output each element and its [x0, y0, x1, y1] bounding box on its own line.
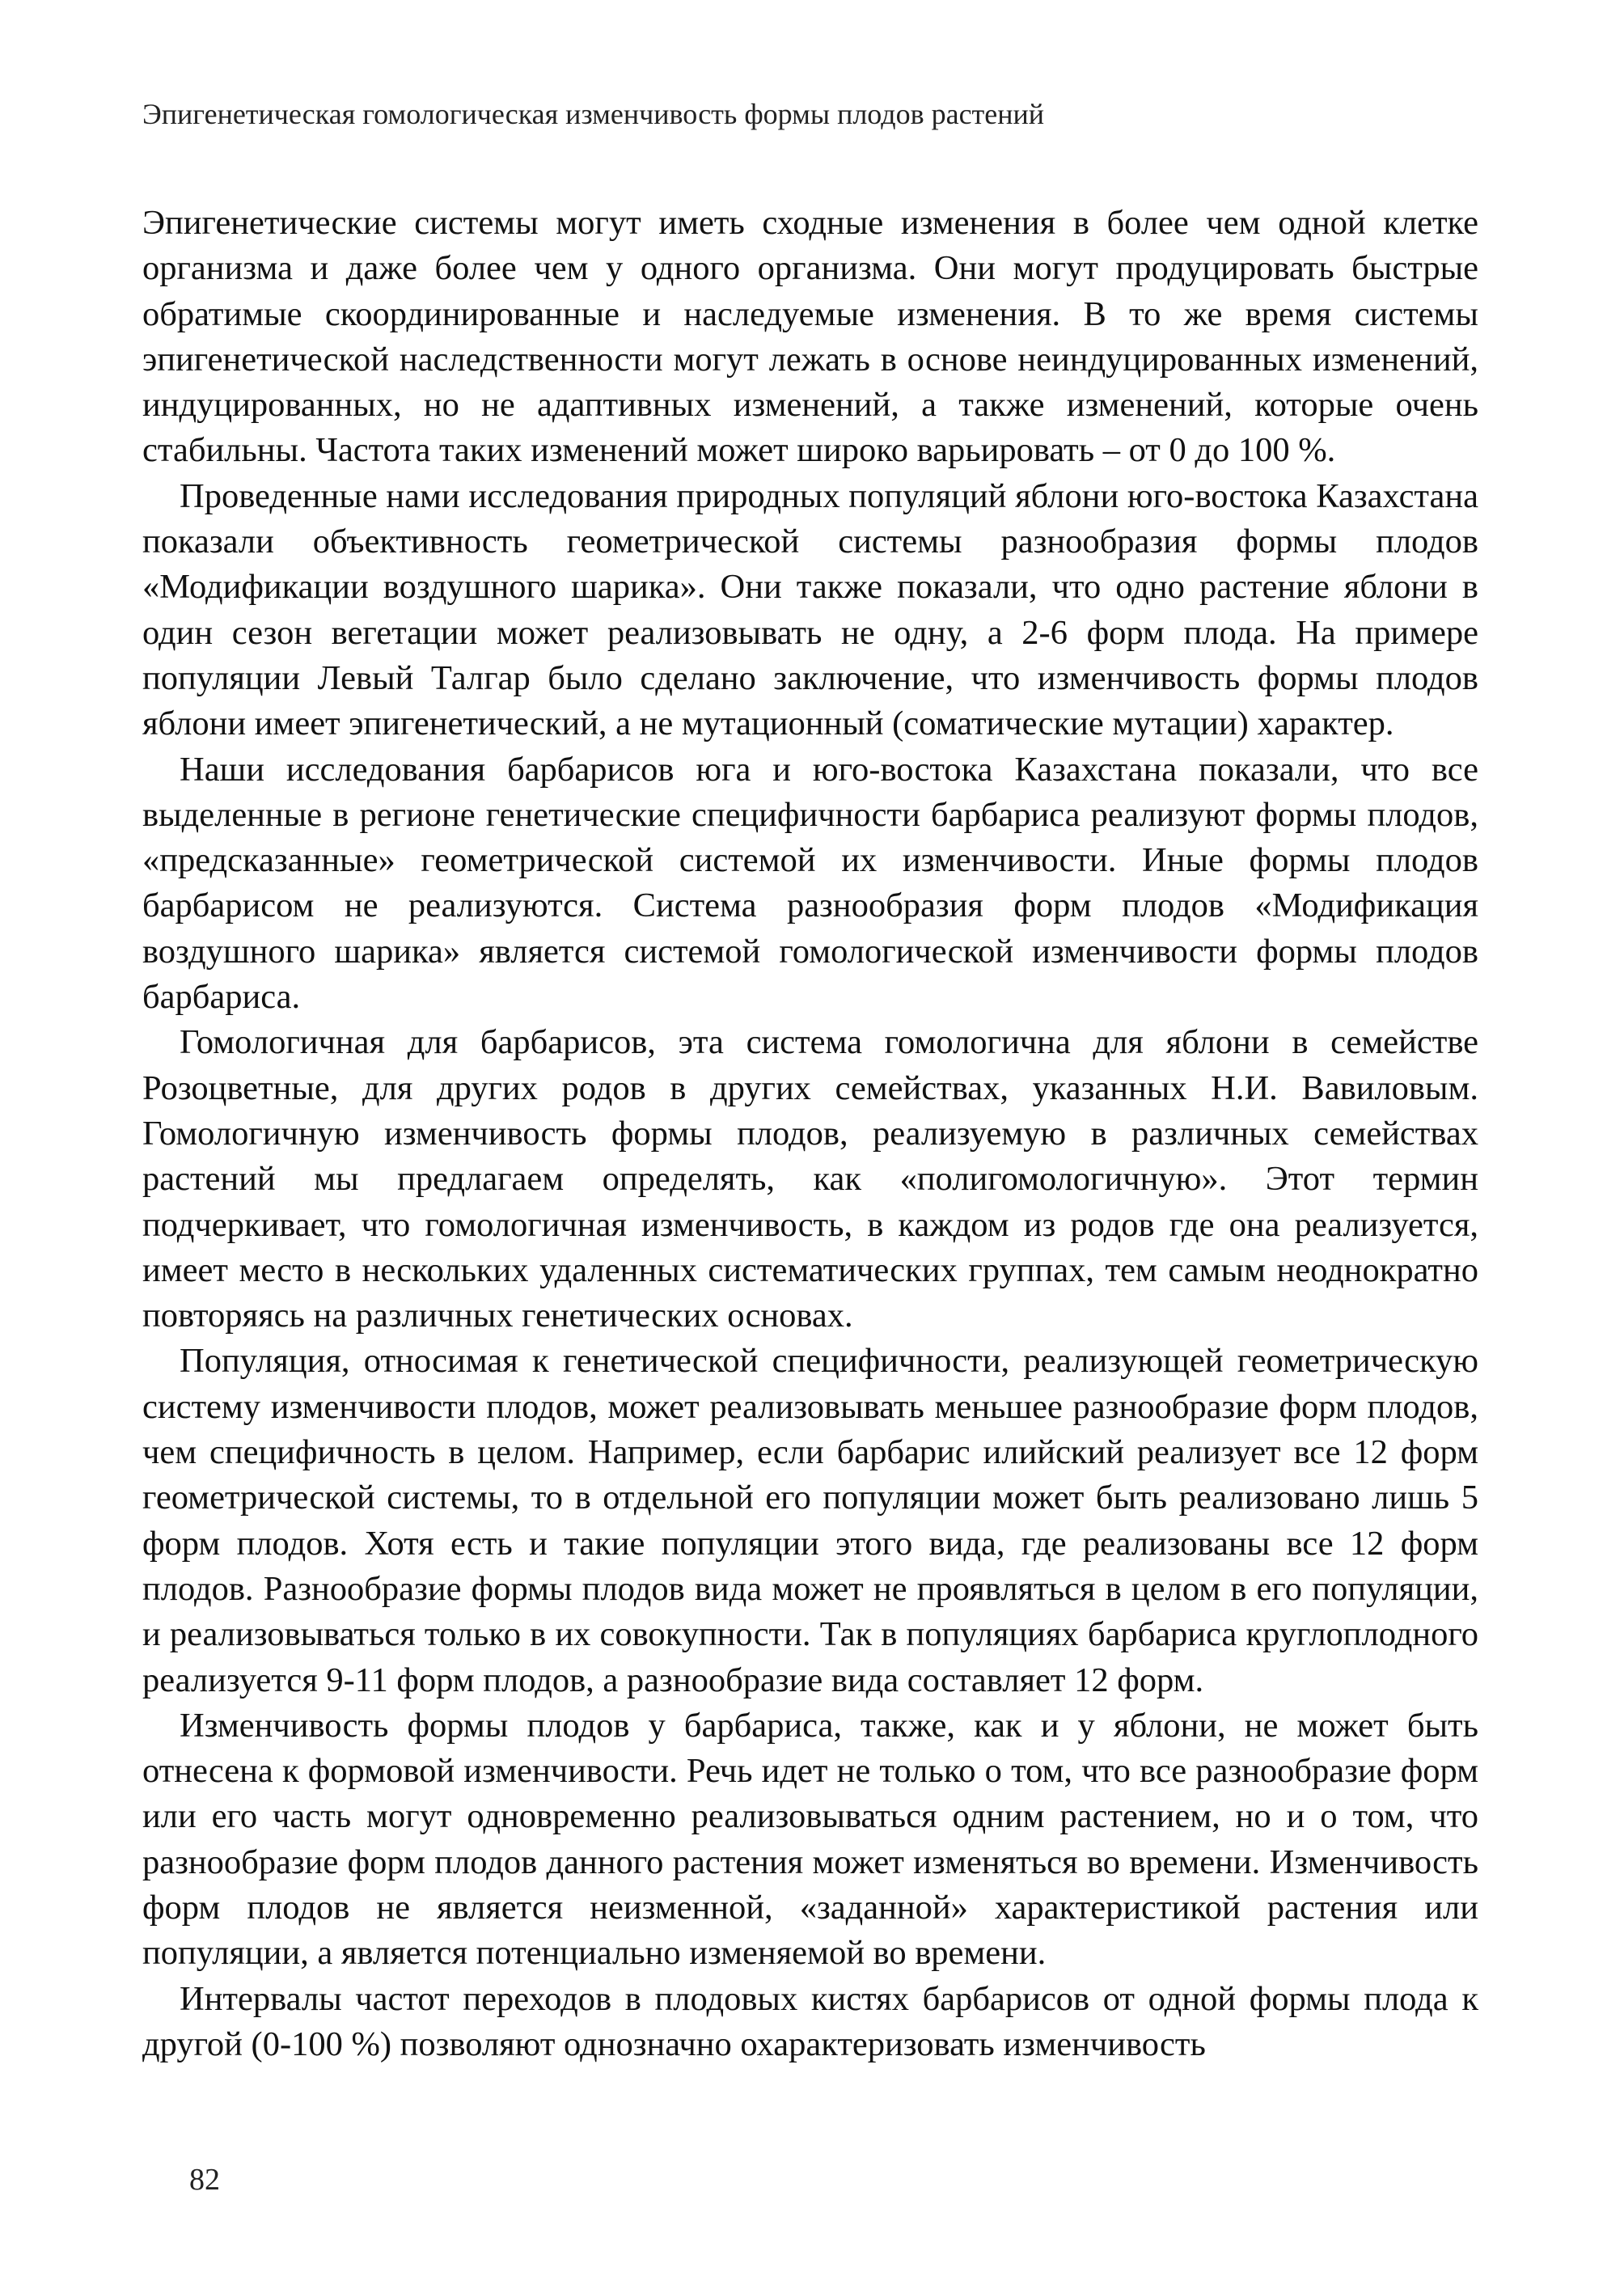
running-header: Эпигенетическая гомологическая изменчивость формы плодов растений — [142, 98, 1045, 130]
paragraph-3: Наши исследования барбарисов юга и юго-востока Казахстана показали, что все выделенные в регионе генетические специфичности барбариса реализуют формы плодов, «предсказанные» геометрической системой их изменчивости. Иные формы плодов барбарисом не реализуются. Система разнообразия форм плодов «Модификация воздушного шарика» является системой гомологической изменчивости формы плодов барбариса. — [142, 750, 1478, 1017]
paragraph-4: Гомологичная для барбарисов, эта система гомологична для яблони в семействе Розоцветные, для других родов в других семействах, указанных Н.И. Вавиловым. Гомологичную изменчивость формы плодов, реализуемую в различных семействах растений мы предлагаем определять, как «полигомологичную». Этот термин подчеркивает, что гомологичная изменчивость, в каждом из родов где она реализуется, имеет место в нескольких удаленных систематических группах, тем самым неоднократно повторяясь на различных генетических основах. — [142, 1023, 1478, 1335]
body-text — [142, 201, 1478, 2067]
paragraph-5: Популяция, относимая к генетической специфичности, реализующей геометрическую систему изменчивости плодов, может реализовывать меньшее разнообразие форм плодов, чем специфичность в целом. Например, если барбарис илийский реализует все 12 форм геометрической системы, то в отдельной его популяции может быть реализовано лишь 5 форм плодов. Хотя есть и такие популяции этого вида, где реализованы все 12 форм плодов. Разнообразие формы плодов вида может не проявляться в целом в его популяции, и реализовываться только в их совокупности. Так в популяциях барбариса круглоплодного реализуется 9-11 форм плодов, а разнообразие вида составляет 12 форм. — [142, 1342, 1478, 1699]
paragraph-2: Проведенные нами исследования природных популяций яблони юго-востока Казахстана показали объективность геометрической системы разнообразия формы плодов «Модификации воздушного шарика». Они также показали, что одно растение яблони в один сезон вегетации может реализовывать не одну, а 2-6 форм плода. На примере популяции Левый Талгар было сделано заключение, что изменчивость формы плодов яблони имеет эпигенетический, а не мутационный (соматические мутации) характер. — [142, 476, 1478, 743]
paragraph-1: Эпигенетические системы могут иметь сходные изменения в более чем одной клетке организма и даже более чем у одного организма. Они могут продуцировать быстрые обратимые скоординированные и наследуемые изменения. В то же время системы эпигенетической наследственности могут лежать в основе неиндуцированных изменений, индуцированных, но не адаптивных изменений, а также изменений, которые очень стабильны. Частота таких изменений может широко варьировать – от 0 до 100 %. — [142, 204, 1478, 470]
page-number: 82 — [189, 2163, 220, 2197]
paragraph-7: Интервалы частот переходов в плодовых кистях барбарисов от одной формы плода к другой (0-100 %) позволяют однозначно охарактеризовать изменчивость — [142, 1979, 1478, 2063]
paragraph-6: Изменчивость формы плодов у барбариса, также, как и у яблони, не может быть отнесена к формовой изменчивости. Речь идет не только о том, что все разнообразие форм или его часть могут одновременно реализовываться одним растением, но и о том, что разнообразие форм плодов данного растения может изменяться во времени. Изменчивость форм плодов не является неизменной, «заданной» характеристикой растения или популяции, а является потенциально изменяемой во времени. — [142, 1706, 1478, 1973]
